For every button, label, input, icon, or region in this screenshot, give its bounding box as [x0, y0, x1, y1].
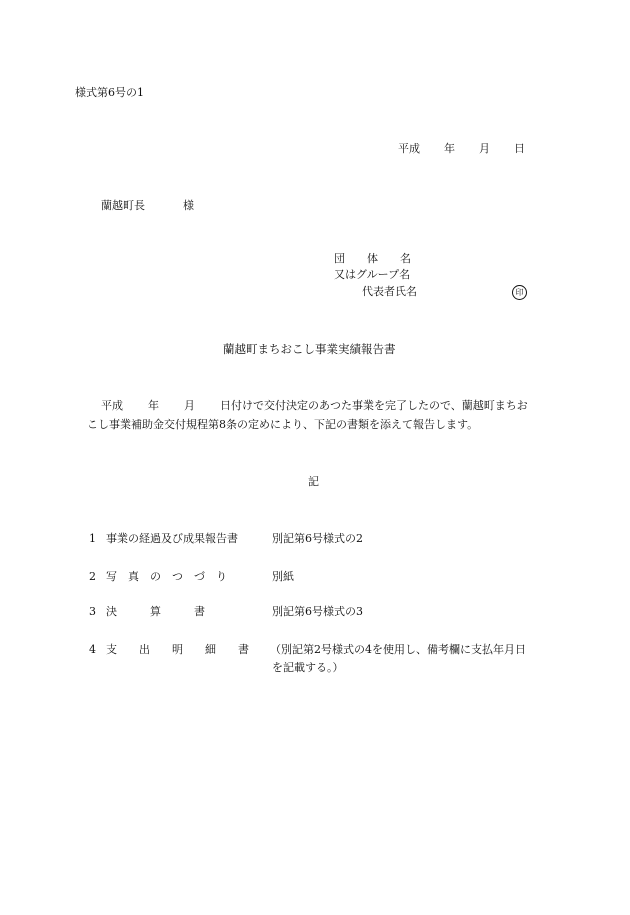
item-name: 決 算 書	[106, 605, 205, 618]
item-name: 事業の経過及び成果報告書	[106, 532, 238, 545]
date-year-label: 年	[444, 142, 455, 155]
item-number: 3	[89, 605, 96, 618]
body-year-label: 年	[148, 399, 159, 412]
item-name: 写 真 の つ づ り	[106, 570, 227, 583]
addressee-name: 蘭越町長	[101, 199, 145, 212]
item-number: 2	[89, 570, 96, 583]
item-number: 1	[89, 532, 96, 545]
item-detail-continued: を記載する。）	[272, 661, 344, 674]
addressee-honorific: 様	[183, 199, 194, 212]
group-name-label-2: 又はグループ名	[334, 268, 411, 281]
note-heading: 記	[308, 475, 319, 488]
group-name-label: 団 体 名	[334, 252, 411, 265]
representative-label: 代表者氏名	[362, 285, 417, 298]
document-title: 蘭越町まちおこし事業実績報告書	[223, 342, 396, 356]
date-era: 平成	[398, 142, 420, 155]
body-month-label: 月	[184, 399, 195, 412]
item-number: 4	[89, 643, 96, 656]
date-day-label: 日	[514, 142, 525, 155]
item-detail: 別紙	[272, 570, 294, 583]
form-number: 様式第6号の1	[75, 86, 144, 99]
body-line-1: 日付けで交付決定のあつた事業を完了したので、蘭越町まちお	[220, 399, 528, 412]
item-name: 支 出 明 細 書	[106, 643, 249, 656]
item-detail: （別記第2号様式の4を使用し、備考欄に支払年月日	[270, 643, 526, 656]
body-era: 平成	[101, 399, 123, 412]
date-month-label: 月	[479, 142, 490, 155]
seal-mark: 印	[512, 285, 527, 300]
body-line-2: こし事業補助金交付規程第8条の定めにより、下記の書類を添えて報告します。	[87, 418, 479, 431]
item-detail: 別記第6号様式の2	[272, 532, 363, 545]
item-detail: 別記第6号様式の3	[272, 605, 363, 618]
